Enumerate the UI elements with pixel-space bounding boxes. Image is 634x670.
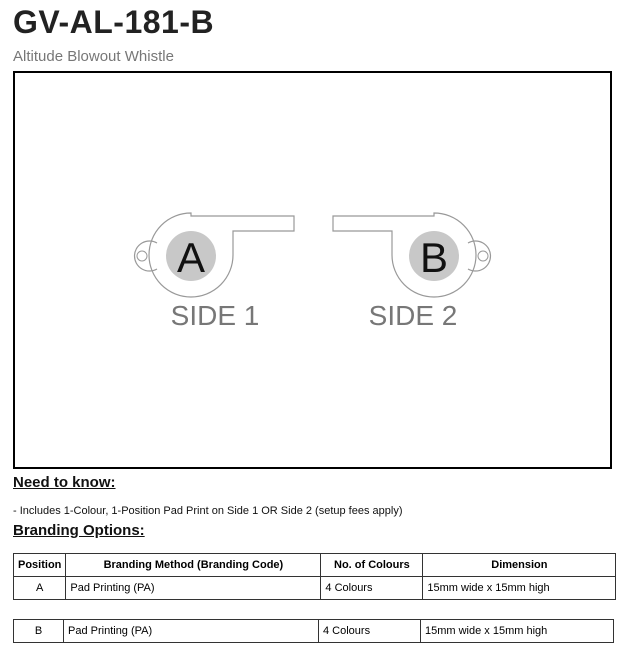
cell-dimension: 15mm wide x 15mm high xyxy=(421,620,614,643)
table-header-row xyxy=(14,554,616,577)
need-to-know-heading: Need to know: xyxy=(13,474,116,491)
header-position: Position xyxy=(14,554,66,577)
side2-label: SIDE 2 xyxy=(368,300,458,331)
cell-dimension: 15mm wide x 15mm high xyxy=(423,577,616,600)
position-a-letter: A xyxy=(176,234,206,281)
cell-method: Pad Printing (PA) xyxy=(64,620,319,643)
branding-options-heading: Branding Options: xyxy=(13,522,145,539)
whistle-diagram xyxy=(15,73,610,467)
cell-position: A xyxy=(14,577,66,600)
side1-label: SIDE 1 xyxy=(170,300,260,331)
artwork-frame xyxy=(13,71,612,469)
whistle-side1-loop-hole xyxy=(137,251,147,261)
cell-colours: 4 Colours xyxy=(319,620,421,643)
branding-table-row-b xyxy=(13,619,614,643)
position-b-letter: B xyxy=(419,234,449,281)
cell-colours: 4 Colours xyxy=(321,577,423,600)
whistle-side2-loop xyxy=(468,241,490,271)
whistle-side1-loop xyxy=(135,241,157,271)
table-row xyxy=(14,620,614,643)
header-method: Branding Method (Branding Code) xyxy=(66,554,321,577)
cell-method: Pad Printing (PA) xyxy=(66,577,321,600)
table-row xyxy=(14,577,616,600)
branding-table-row-a xyxy=(13,553,616,600)
product-code: GV-AL-181-B xyxy=(13,4,215,40)
header-dimension: Dimension xyxy=(423,554,616,577)
whistle-side2-loop-hole xyxy=(478,251,488,261)
need-to-know-note: - Includes 1-Colour, 1-Position Pad Print on Side 1 OR Side 2 (setup fees apply) xyxy=(13,505,403,517)
cell-position: B xyxy=(14,620,64,643)
header-colours: No. of Colours xyxy=(321,554,423,577)
product-name: Altitude Blowout Whistle xyxy=(13,48,174,65)
